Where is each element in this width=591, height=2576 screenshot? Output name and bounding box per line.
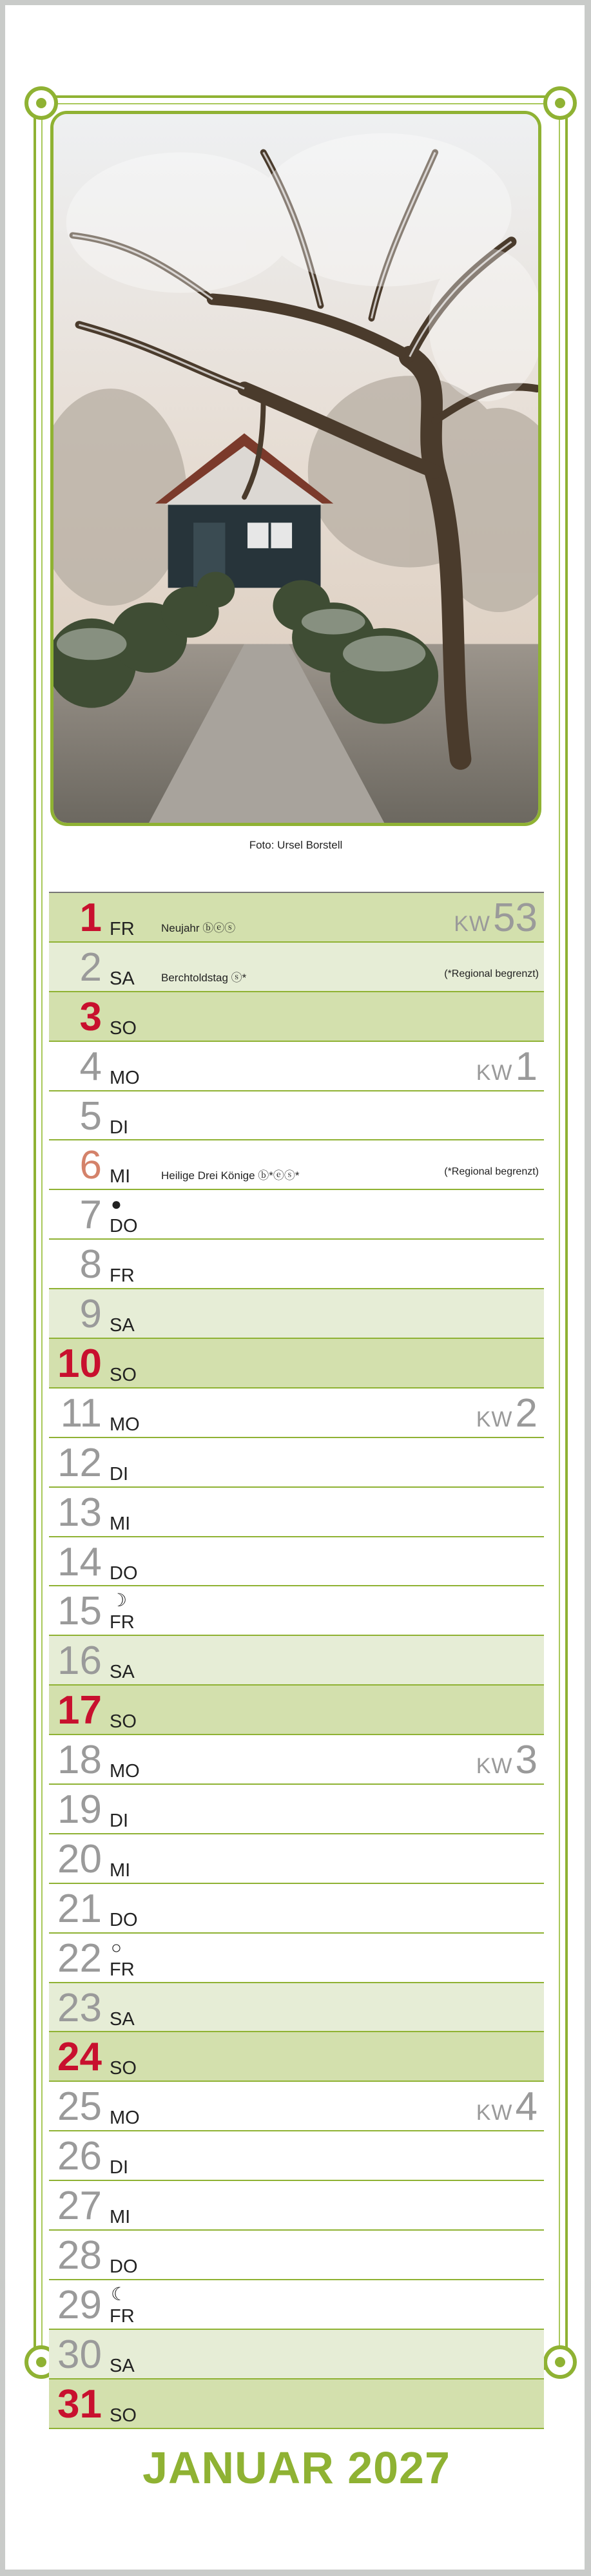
- day-row: [49, 1884, 544, 1934]
- day-row: [49, 1834, 544, 1884]
- day-row: [49, 2032, 544, 2082]
- day-row: [49, 2280, 544, 2330]
- calendar-week-number: 2: [515, 1390, 538, 1436]
- holiday-label: Berchtoldstag ⓢ*: [161, 971, 247, 984]
- frosty-garden-photo: [50, 111, 541, 826]
- day-number: 28: [57, 2233, 102, 2278]
- calendar-week: [454, 896, 538, 947]
- weekday-label: FR: [110, 1265, 135, 1287]
- day-number: 17: [57, 1688, 102, 1733]
- regional-note: (*Regional begrenzt): [444, 968, 539, 979]
- calendar-week-number: 53: [493, 896, 538, 940]
- day-number: 25: [57, 2084, 102, 2129]
- weekday-label: DO: [110, 2256, 138, 2278]
- moon-phase-icon: ○: [111, 1937, 122, 1957]
- calendar-week-label: KW: [476, 1754, 513, 1779]
- day-number: 31: [57, 2381, 102, 2427]
- calendar-week-number: 4: [515, 2084, 538, 2129]
- weekday-label: FR: [110, 1612, 135, 1633]
- weekday-label: SA: [110, 1315, 135, 1336]
- day-row: [49, 1240, 544, 1289]
- calendar-week-label: KW: [476, 1060, 513, 1085]
- moon-phase-icon: ●: [111, 1194, 122, 1215]
- day-number: 8: [79, 1242, 102, 1287]
- day-row: [49, 1983, 544, 2033]
- day-row: [49, 1785, 544, 1834]
- corner-ornament: [24, 86, 58, 120]
- weekday-label: DO: [110, 1562, 138, 1584]
- day-row: [49, 1339, 544, 1389]
- weekday-label: MO: [110, 2108, 140, 2129]
- weekday-label: DO: [110, 1909, 138, 1930]
- weekday-label: DI: [110, 1811, 128, 1832]
- day-number: 16: [57, 1639, 102, 1684]
- weekday-label: SO: [110, 2058, 137, 2079]
- weekday-label: FR: [110, 919, 135, 939]
- day-number: 21: [57, 1886, 102, 1931]
- day-number: 22: [57, 1936, 102, 1981]
- day-number: 6: [79, 1143, 102, 1188]
- day-number: 1: [79, 896, 102, 940]
- day-number: 5: [79, 1093, 102, 1139]
- calendar-week: [476, 1044, 538, 1095]
- weekday-label: MI: [110, 2207, 131, 2228]
- day-number: 10: [57, 1341, 102, 1387]
- calendar-week: [476, 1738, 538, 1789]
- weekday-label: DI: [110, 1463, 128, 1485]
- weekday-label: FR: [110, 2305, 135, 2327]
- weekday-label: SA: [110, 2355, 135, 2376]
- day-row: [49, 2082, 544, 2131]
- month-title: JANUAR 2027: [142, 2443, 451, 2493]
- weekday-label: FR: [110, 1959, 135, 1980]
- day-number: 7: [79, 1193, 102, 1238]
- day-row: [49, 2231, 544, 2280]
- weekday-label: MI: [110, 1166, 131, 1187]
- day-row: [49, 1190, 544, 1240]
- day-number: 30: [57, 2332, 102, 2377]
- day-number: 2: [79, 945, 102, 990]
- day-number: 14: [57, 1539, 102, 1584]
- calendar-week-label: KW: [476, 1407, 513, 1432]
- weekday-label: DO: [110, 1216, 138, 1237]
- day-row: [49, 1389, 544, 1438]
- weekday-label: DI: [110, 2157, 128, 2178]
- day-row: [49, 1686, 544, 1735]
- day-number: 27: [57, 2184, 102, 2229]
- day-row: [49, 1586, 544, 1636]
- weekday-label: MO: [110, 1761, 140, 1782]
- calendar-days: [49, 892, 544, 2429]
- calendar-week-number: 1: [515, 1044, 538, 1089]
- weekday-label: SO: [110, 1365, 137, 1386]
- weekday-label: SA: [110, 968, 135, 989]
- weekday-label: MI: [110, 1860, 131, 1881]
- day-row: [49, 893, 544, 943]
- day-row: [49, 1636, 544, 1686]
- day-row: [49, 2379, 544, 2429]
- moon-phase-icon: ☽: [111, 1590, 128, 1611]
- day-number: 23: [57, 1985, 102, 2030]
- holiday-label: Neujahr ⓑⓔⓢ: [161, 922, 236, 934]
- regional-note: (*Regional begrenzt): [444, 1166, 539, 1178]
- weekday-label: SO: [110, 2405, 137, 2426]
- day-row: [49, 2181, 544, 2231]
- weekday-label: SA: [110, 1662, 135, 1683]
- calendar-week-label: KW: [476, 2100, 513, 2126]
- day-number: 26: [57, 2134, 102, 2179]
- day-row: [49, 1042, 544, 1091]
- moon-phase-icon: ☾: [111, 2283, 128, 2304]
- day-row: [49, 1537, 544, 1587]
- corner-ornament: [543, 2345, 577, 2379]
- day-row: [49, 1438, 544, 1488]
- weekday-label: SA: [110, 2008, 135, 2030]
- photo-credit: Foto: Ursel Borstell: [249, 839, 343, 851]
- day-number: 13: [57, 1490, 102, 1535]
- weekday-label: MO: [110, 1414, 140, 1435]
- day-row: [49, 992, 544, 1042]
- calendar-week-label: KW: [454, 912, 491, 936]
- day-number: 24: [57, 2035, 102, 2080]
- day-number: 18: [57, 1738, 102, 1783]
- day-number: 12: [57, 1440, 102, 1485]
- weekday-label: SO: [110, 1017, 137, 1039]
- day-row: [49, 1289, 544, 1339]
- day-row: [49, 1735, 544, 1785]
- day-number: 9: [79, 1292, 102, 1337]
- day-number: 4: [79, 1044, 102, 1089]
- weekday-label: MI: [110, 1513, 131, 1534]
- calendar-week-number: 3: [515, 1738, 538, 1783]
- day-number: 20: [57, 1836, 102, 1881]
- day-number: 19: [57, 1787, 102, 1832]
- corner-ornament: [543, 86, 577, 120]
- day-number: 29: [57, 2282, 102, 2327]
- day-number: 3: [79, 994, 102, 1039]
- day-row: [49, 1934, 544, 1983]
- weekday-label: DI: [110, 1117, 128, 1138]
- day-number: 11: [60, 1390, 102, 1436]
- day-row: [49, 2131, 544, 2181]
- day-row: [49, 1488, 544, 1537]
- calendar-week: [476, 2084, 538, 2135]
- day-row: [49, 1140, 544, 1190]
- day-row: [49, 943, 544, 992]
- holiday-label: Heilige Drei Könige ⓑ*ⓔⓢ*: [161, 1169, 300, 1182]
- weekday-label: MO: [110, 1067, 140, 1088]
- calendar-week: [476, 1391, 538, 1442]
- day-row: [49, 2330, 544, 2379]
- day-row: [49, 1091, 544, 1141]
- day-number: 15: [57, 1589, 102, 1634]
- weekday-label: SO: [110, 1711, 137, 1733]
